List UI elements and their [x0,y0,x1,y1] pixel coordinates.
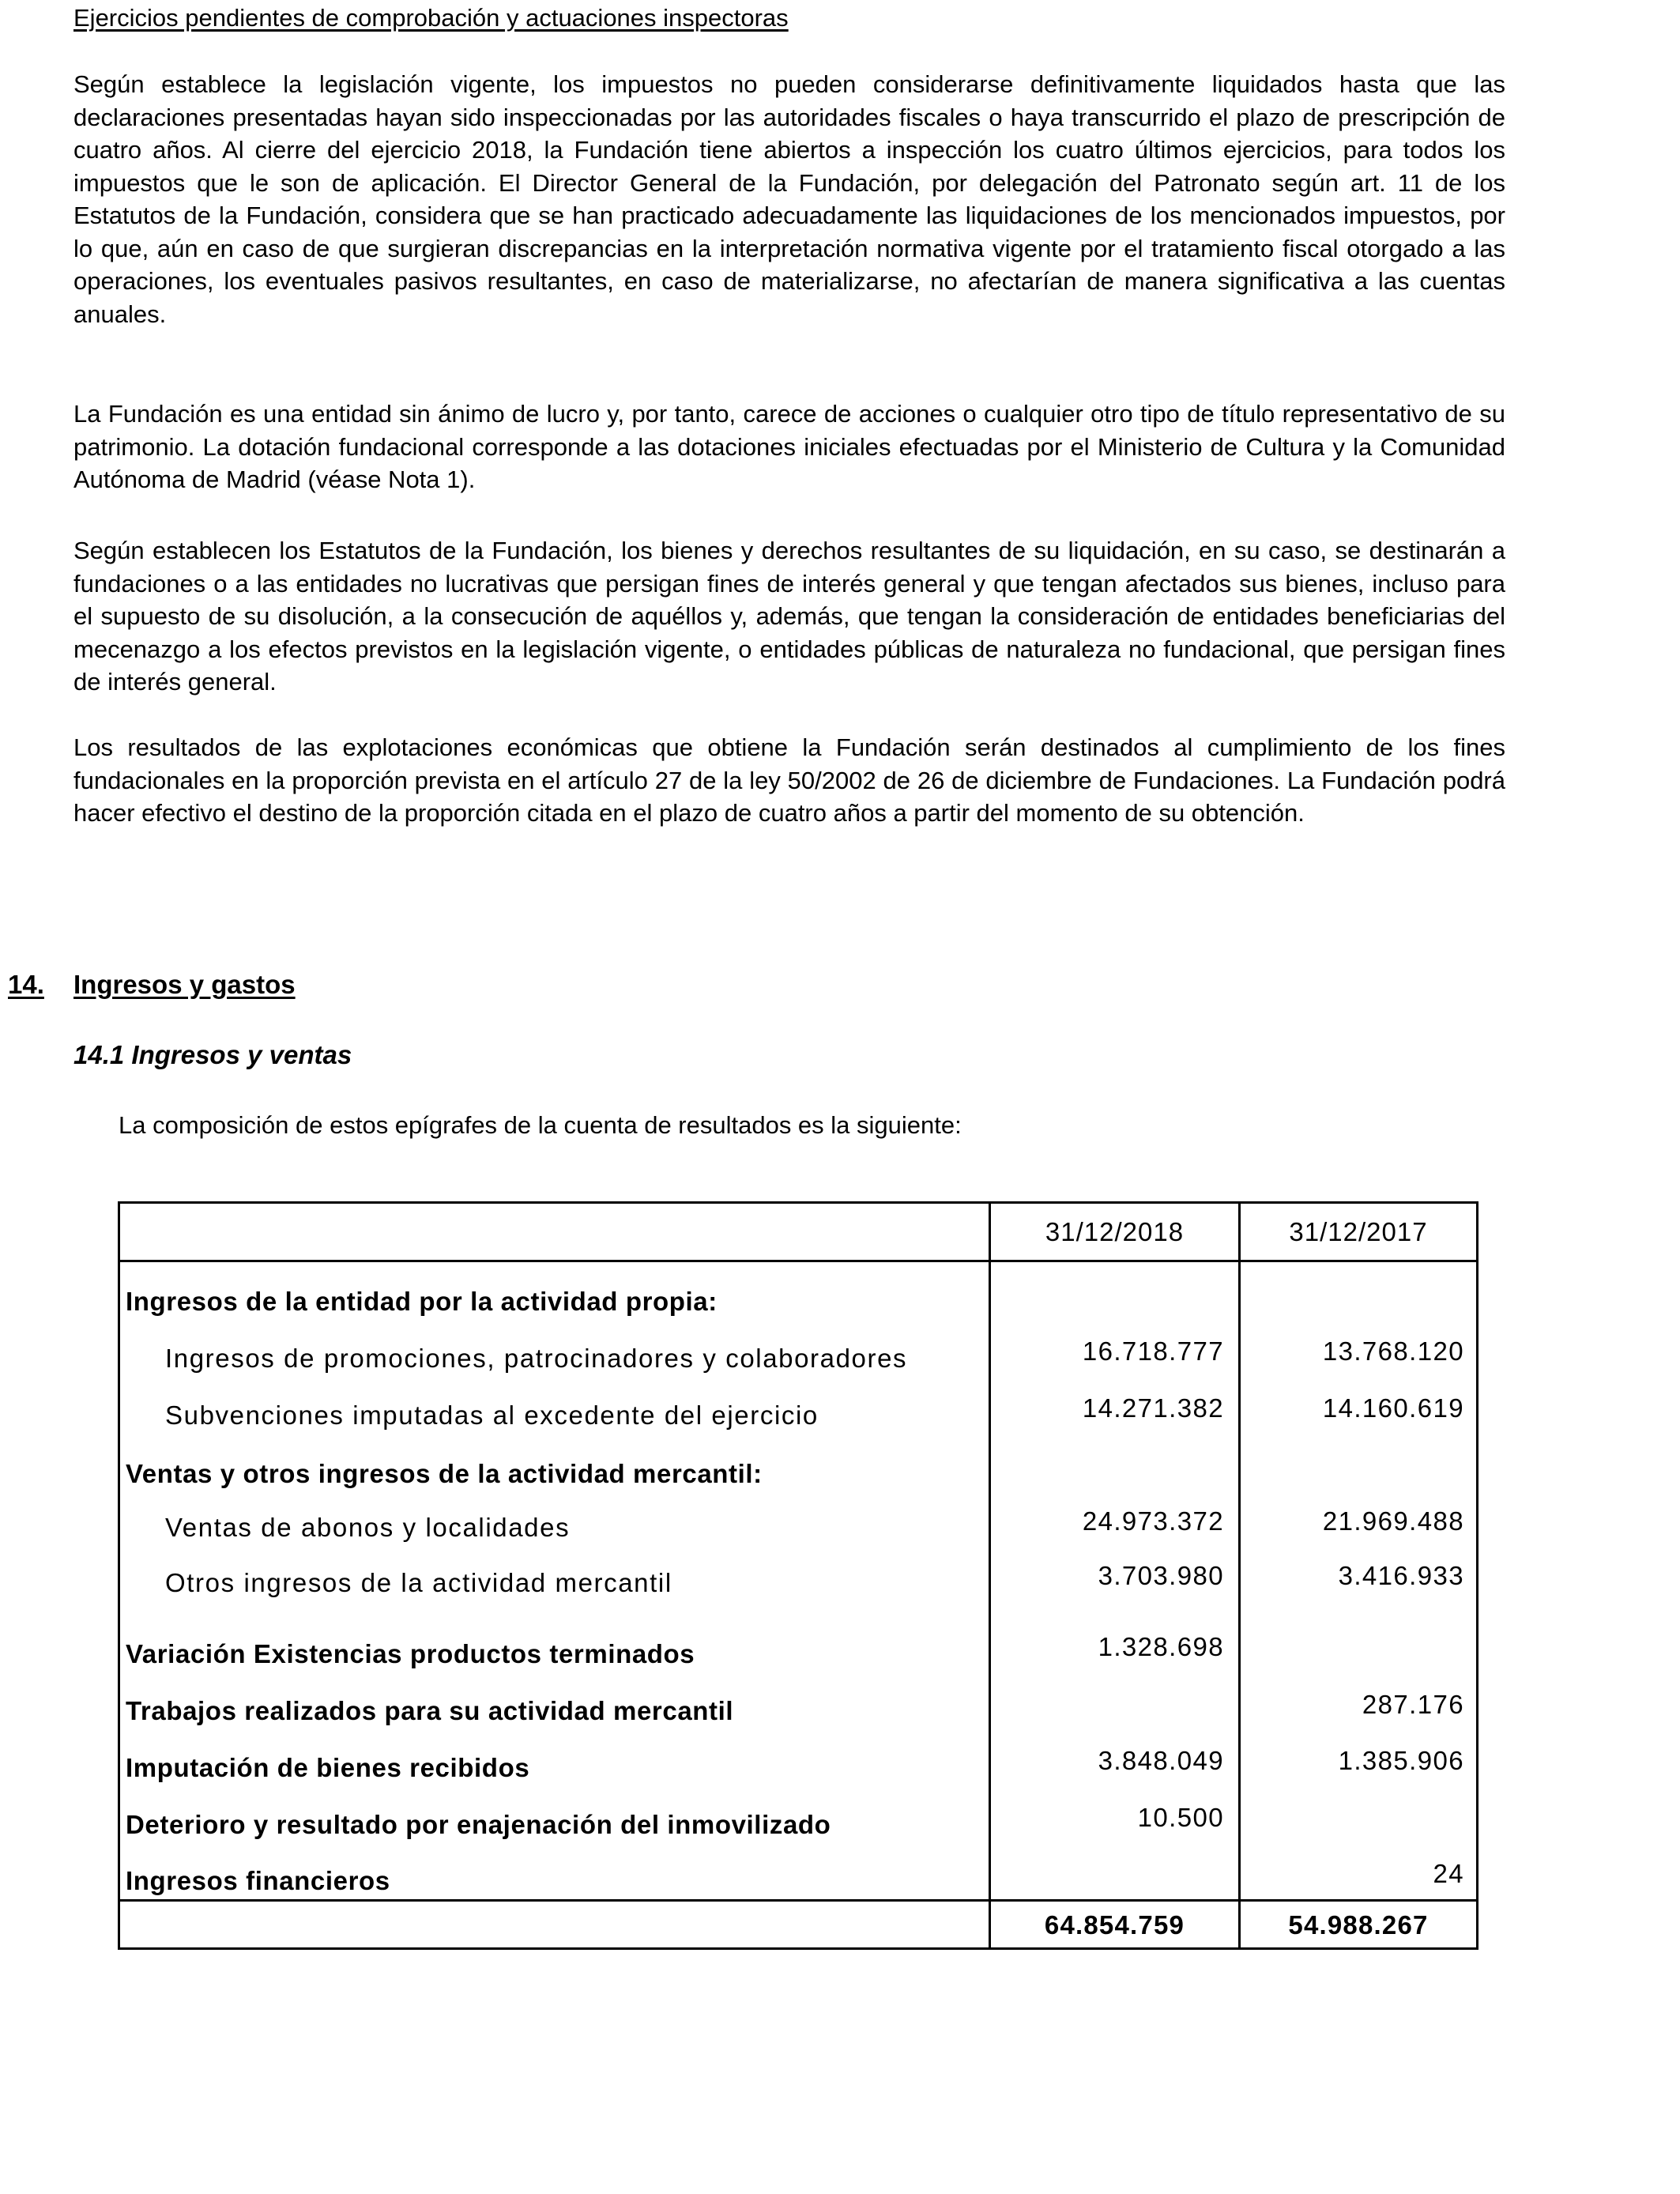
table-cell-2018: 1.328.698 [1098,1632,1224,1661]
subsection-title: 14.1 Ingresos y ventas [73,1040,352,1069]
table-row-label: Imputación de bienes recibidos [126,1753,530,1782]
table-cell-2017: 13.768.120 [1322,1336,1464,1366]
table-cell-2017: 287.176 [1362,1690,1464,1719]
table-row-label: Ingresos de la entidad por la actividad propia: [126,1287,718,1316]
section-number: 14. [8,970,44,999]
paragraph-economic-results: Los resultados de las explotaciones económicas que obtiene la Fundación serán destinados al cumplimiento de los fines fundacionales en la proporción prevista en el artículo 27 de la ley 50/2002 de 26 de diciembre de Fundaciones. La Fundación podrá hacer efectivo el destino de la proporción citada en el plazo de cuatro años a partir del momento de su obtención. [73,733,1505,827]
table-row-label: Ingresos de promociones, patrocinadores y colaboradores [165,1344,908,1373]
table-cell-2017: 24 [1433,1859,1464,1888]
table-cell-2018: 3.703.980 [1098,1561,1224,1590]
column-header-2018: 31/12/2018 [1045,1217,1185,1246]
table-cell-2018: 16.718.777 [1082,1336,1224,1366]
table-row-label: Deterioro y resultado por enajenación del inmovilizado [126,1810,831,1839]
table-cell-2018: 14.271.382 [1082,1393,1224,1423]
table-cell-2018: 3.848.049 [1098,1746,1224,1775]
table-cell-2017: 21.969.488 [1322,1506,1464,1536]
table-total-2017: 54.988.267 [1288,1910,1429,1940]
table-row-label: Ventas y otros ingresos de la actividad mercantil: [126,1459,763,1488]
table-intro-text: La composición de estos epígrafes de la cuenta de resultados es la siguiente: [119,1111,962,1139]
table-cell-2017: 3.416.933 [1338,1561,1464,1590]
table-cell-2017: 14.160.619 [1322,1393,1464,1423]
subsection-heading-tax-inspections: Ejercicios pendientes de comprobación y actuaciones inspectoras [73,4,789,32]
table-cell-2018: 10.500 [1137,1803,1224,1832]
table-row-label: Ventas de abonos y localidades [165,1513,571,1542]
section-title: Ingresos y gastos [73,970,296,999]
table-cell-2017: 1.385.906 [1338,1746,1464,1775]
income-table [118,1201,1478,1950]
table-row-label: Otros ingresos de la actividad mercantil [165,1568,672,1597]
column-header-2017: 31/12/2017 [1289,1217,1428,1246]
header-divider [120,1260,1476,1262]
paragraph-liquidation: Según establecen los Estatutos de la Fundación, los bienes y derechos resultantes de su liquidación, en su caso, se destinarán a fundaciones o a las entidades no lucrativas que persigan fines de interés general y que tengan afectados sus bienes, incluso para el supuesto de su disolución, a la consecución de aquéllos y, además, que tengan la consideración de entidades beneficiarias del mecenazgo a los efectos previstos en la legislación vigente, o entidades públicas de naturaleza no fundacional, que persigan fines de interés general. [73,537,1505,696]
paragraph-tax-inspections: Según establece la legislación vigente, los impuestos no pueden considerarse definitivamente liquidados hasta que las declaraciones presentadas hayan sido inspeccionadas por las autoridades fiscales o haya transcurrido el plazo de prescripción de cuatro años. Al cierre del ejercicio 2018, la Fundación tiene abiertos a inspección los cuatro últimos ejercicios, para todos los impuestos que le son de aplicación. El Director General de la Fundación, por delegación del Patronato según art. 11 de los Estatutos de la Fundación, considera que se han practicado adecuadamente las liquidaciones de los mencionados impuestos, por lo que, aún en caso de que surgieran discrepancias en la interpretación normativa vigente por el tratamiento fiscal otorgado a las operaciones, los eventuales pasivos resultantes, en caso de materializarse, no afectarían de manera significativa a las cuentas anuales. [73,70,1505,328]
table-cell-2018: 24.973.372 [1082,1506,1224,1536]
table-row-label: Subvenciones imputadas al excedente del ejercicio [165,1400,819,1430]
table-row-label: Ingresos financieros [126,1866,390,1895]
paragraph-non-profit-status: La Fundación es una entidad sin ánimo de lucro y, por tanto, carece de acciones o cualquier otro tipo de título representativo de su patrimonio. La dotación fundacional corresponde a las dotaciones iniciales efectuadas por el Ministerio de Cultura y la Comunidad Autónoma de Madrid (véase Nota 1). [73,400,1505,493]
table-total-2018: 64.854.759 [1044,1910,1185,1940]
total-divider [120,1899,1476,1902]
table-row-label: Variación Existencias productos terminados [126,1639,695,1668]
table-row-label: Trabajos realizados para su actividad mercantil [126,1696,734,1725]
